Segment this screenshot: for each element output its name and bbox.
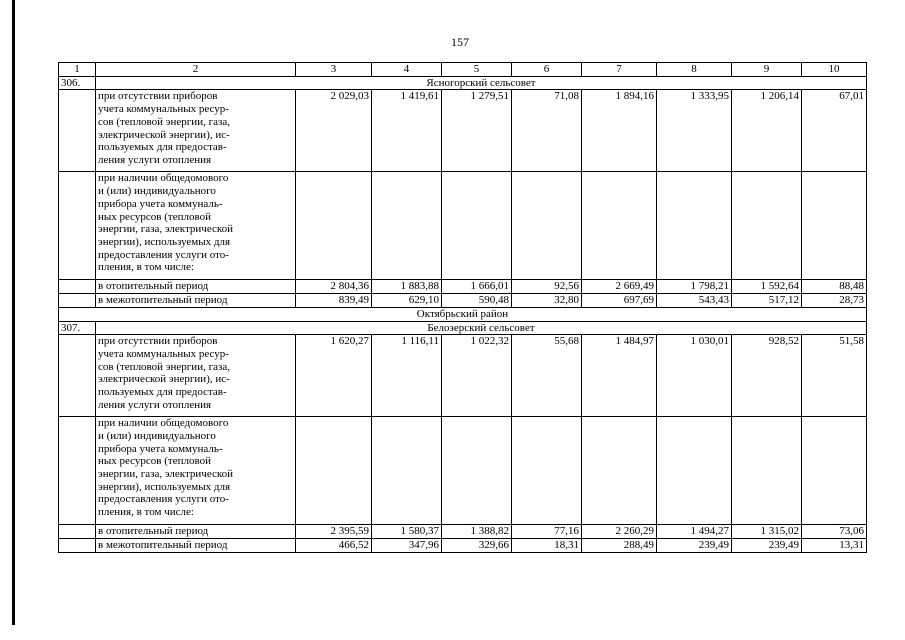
value-cell [296, 172, 372, 280]
value-cell: 697,69 [582, 294, 657, 308]
value-cell: 1 484,97 [582, 335, 657, 417]
value-cell: 543,43 [657, 294, 732, 308]
description-cell: при наличии общедомового и (или) индивидуального прибора учета коммуналь- ных ресурсов (тепловой энергии, газа, электрической энергии), используемых для предоставления услуги ото- пления, в том числе: [96, 172, 296, 280]
empty-number-cell [59, 280, 96, 294]
value-cell: 13,31 [802, 538, 867, 552]
section-row [59, 76, 867, 90]
value-cell: 1 666,01 [442, 280, 512, 294]
value-cell [582, 417, 657, 525]
row-number-cell: 307. [59, 321, 96, 335]
value-cell [657, 172, 732, 280]
value-cell: 517,12 [732, 294, 802, 308]
value-cell [442, 417, 512, 525]
value-cell [732, 417, 802, 525]
table-body [59, 63, 867, 553]
value-cell: 239,49 [732, 538, 802, 552]
value-cell: 18,31 [512, 538, 582, 552]
empty-number-cell [59, 294, 96, 308]
header-cell: 6 [512, 63, 582, 77]
description-row [59, 172, 867, 280]
value-cell: 329,66 [442, 538, 512, 552]
section-row [59, 321, 867, 335]
value-cell: 2 669,49 [582, 280, 657, 294]
value-cell: 239,49 [657, 538, 732, 552]
value-cell: 347,96 [372, 538, 442, 552]
value-cell [296, 417, 372, 525]
value-cell: 77,16 [512, 525, 582, 539]
empty-number-cell [59, 172, 96, 280]
value-cell: 73,06 [802, 525, 867, 539]
value-cell: 67,01 [802, 90, 867, 172]
description-row [59, 90, 867, 172]
empty-number-cell [59, 525, 96, 539]
value-cell: 1 022,32 [442, 335, 512, 417]
header-cell: 9 [732, 63, 802, 77]
description-row [59, 335, 867, 417]
value-cell: 288,49 [582, 538, 657, 552]
value-cell: 1 592,64 [732, 280, 802, 294]
value-cell: 1 580,37 [372, 525, 442, 539]
value-cell: 466,52 [296, 538, 372, 552]
district-title-cell: Октябрьский район [59, 307, 867, 321]
value-cell [802, 172, 867, 280]
value-cell: 1 883,88 [372, 280, 442, 294]
description-cell: при отсутствии приборов учета коммунальных ресур- сов (тепловой энергии, газа, электрической энергии), ис- пользуемых для предостав- ления услуги отопления [96, 90, 296, 172]
description-cell: при наличии общедомового и (или) индивидуального прибора учета коммуналь- ных ресурсов (тепловой энергии, газа, электрической энергии), используемых для предоставления услуги ото- пления, в том числе: [96, 417, 296, 525]
value-cell [372, 417, 442, 525]
empty-number-cell [59, 335, 96, 417]
value-cell [512, 417, 582, 525]
binding-edge-line [12, 0, 15, 625]
header-cell: 5 [442, 63, 512, 77]
value-cell [802, 417, 867, 525]
value-cell: 1 388,82 [442, 525, 512, 539]
header-cell: 7 [582, 63, 657, 77]
header-cell: 10 [802, 63, 867, 77]
value-cell: 1 116,11 [372, 335, 442, 417]
header-cell: 3 [296, 63, 372, 77]
value-cell: 2 029,03 [296, 90, 372, 172]
description-cell: при отсутствии приборов учета коммунальных ресур- сов (тепловой энергии, газа, электрической энергии), ис- пользуемых для предостав- ления услуги отопления [96, 335, 296, 417]
value-cell: 1 333,95 [657, 90, 732, 172]
description-row [59, 417, 867, 525]
value-cell: 1 030,01 [657, 335, 732, 417]
value-cell: 1 279,51 [442, 90, 512, 172]
header-cell: 1 [59, 63, 96, 77]
value-cell: 629,10 [372, 294, 442, 308]
value-cell [582, 172, 657, 280]
row-number-cell: 306. [59, 76, 96, 90]
value-cell: 55,68 [512, 335, 582, 417]
value-cell: 28,73 [802, 294, 867, 308]
tariff-table [58, 62, 867, 553]
value-cell [732, 172, 802, 280]
description-cell: в межотопительный период [96, 294, 296, 308]
value-cell: 1 206,14 [732, 90, 802, 172]
value-cell: 1 620,27 [296, 335, 372, 417]
value-cell: 92,56 [512, 280, 582, 294]
value-cell: 1 419,61 [372, 90, 442, 172]
description-cell: в отопительный период [96, 280, 296, 294]
period-row [59, 294, 867, 308]
value-cell: 51,58 [802, 335, 867, 417]
section-title-cell: Ясногорский сельсовет [96, 76, 867, 90]
empty-number-cell [59, 538, 96, 552]
page-number: 157 [451, 35, 469, 49]
header-cell: 2 [96, 63, 296, 77]
value-cell: 71,08 [512, 90, 582, 172]
value-cell [512, 172, 582, 280]
empty-number-cell [59, 90, 96, 172]
description-cell: в отопительный период [96, 525, 296, 539]
header-row [59, 63, 867, 77]
value-cell: 839,49 [296, 294, 372, 308]
value-cell: 32,80 [512, 294, 582, 308]
description-cell: в межотопительный период [96, 538, 296, 552]
header-cell: 8 [657, 63, 732, 77]
value-cell: 1 798,21 [657, 280, 732, 294]
header-cell: 4 [372, 63, 442, 77]
value-cell: 1 894,16 [582, 90, 657, 172]
district-row [59, 307, 867, 321]
period-row [59, 280, 867, 294]
period-row [59, 538, 867, 552]
value-cell: 2 260,29 [582, 525, 657, 539]
value-cell: 88,48 [802, 280, 867, 294]
value-cell [442, 172, 512, 280]
value-cell: 1 494,27 [657, 525, 732, 539]
value-cell: 590,48 [442, 294, 512, 308]
value-cell [372, 172, 442, 280]
empty-number-cell [59, 417, 96, 525]
period-row [59, 525, 867, 539]
value-cell [657, 417, 732, 525]
value-cell: 928,52 [732, 335, 802, 417]
value-cell: 2 804,36 [296, 280, 372, 294]
section-title-cell: Белозерский сельсовет [96, 321, 867, 335]
value-cell: 2 395,59 [296, 525, 372, 539]
value-cell: 1 315,02 [732, 525, 802, 539]
